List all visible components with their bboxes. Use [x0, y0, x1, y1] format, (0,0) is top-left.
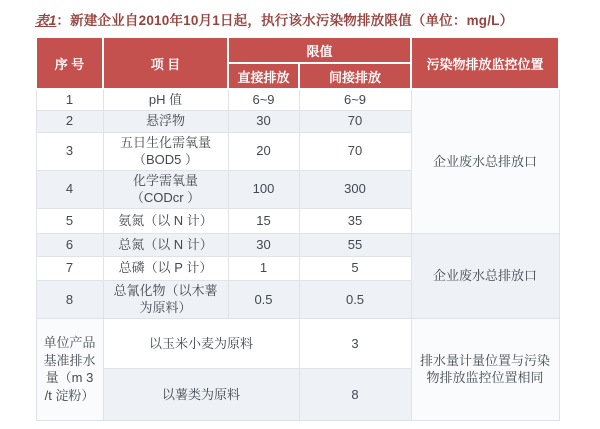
header-no: 序 号	[36, 37, 103, 89]
bottom-item-cell: 以玉米小麦为原料	[103, 318, 299, 368]
direct-limit-cell: 1	[228, 256, 299, 280]
indirect-limit-cell: 55	[299, 233, 411, 256]
direct-limit-cell: 100	[228, 170, 299, 208]
item-cell: 总氮（以 N 计）	[103, 233, 228, 256]
indirect-limit-cell: 5	[299, 256, 411, 280]
row-number-cell: 1	[36, 89, 103, 110]
item-cell: 氨氮（以 N 计）	[103, 208, 228, 233]
monitor-cell-rows6-8: 企业废水总排放口	[411, 233, 559, 318]
item-cell: 总氰化物（以木薯为原料）	[103, 280, 228, 318]
row-number-cell: 6	[36, 233, 103, 256]
direct-limit-cell: 30	[228, 233, 299, 256]
row-number-cell: 7	[36, 256, 103, 280]
unit-drainage-label-cell: 单位产品基准排水量（m 3 /t 淀粉）	[36, 318, 103, 420]
item-cell: 化学需氧量（CODcr ）	[103, 170, 228, 208]
monitor-cell-bottom: 排水量计量位置与污染物排放监控位置相同	[411, 318, 559, 420]
table-caption-text: ：新建企业自2010年10月1日起，执行该水污染物排放限值（单位：mg/L）	[56, 13, 514, 28]
header-item: 项 目	[103, 37, 228, 89]
row-number-cell: 8	[36, 280, 103, 318]
row-number-cell: 5	[36, 208, 103, 233]
direct-limit-cell: 0.5	[228, 280, 299, 318]
header-limit: 限值	[228, 37, 411, 63]
bottom-item-cell: 以薯类为原料	[103, 368, 299, 420]
indirect-limit-cell: 0.5	[299, 280, 411, 318]
indirect-limit-cell: 70	[299, 132, 411, 170]
direct-limit-cell: 30	[228, 110, 299, 132]
indirect-limit-cell: 70	[299, 110, 411, 132]
item-cell: 五日生化需氧量（BOD5 ）	[103, 132, 228, 170]
item-cell: 总磷（以 P 计）	[103, 256, 228, 280]
header-row-1	[36, 37, 559, 63]
direct-limit-cell: 6~9	[228, 89, 299, 110]
header-direct: 直接排放	[228, 63, 299, 89]
table-caption	[35, 9, 600, 29]
indirect-limit-cell: 35	[299, 208, 411, 233]
item-cell: 悬浮物	[103, 110, 228, 132]
header-monitor: 污染物排放监控位置	[411, 37, 559, 89]
emission-limits-table	[35, 36, 560, 421]
monitor-cell-rows1-5: 企业废水总排放口	[411, 89, 559, 233]
row-number-cell: 3	[36, 132, 103, 170]
indirect-limit-cell: 300	[299, 170, 411, 208]
table-row-bottom-a	[36, 318, 559, 368]
direct-limit-cell: 20	[228, 132, 299, 170]
direct-limit-cell: 15	[228, 208, 299, 233]
table-row	[36, 233, 559, 256]
table-row	[36, 89, 559, 110]
indirect-limit-cell: 6~9	[299, 89, 411, 110]
row-number-cell: 4	[36, 170, 103, 208]
bottom-value-cell: 8	[299, 368, 411, 420]
header-indirect: 间接排放	[299, 63, 411, 89]
bottom-value-cell: 3	[299, 318, 411, 368]
item-cell: pH 值	[103, 89, 228, 110]
table-caption-label: 表1	[35, 13, 57, 28]
row-number-cell: 2	[36, 110, 103, 132]
